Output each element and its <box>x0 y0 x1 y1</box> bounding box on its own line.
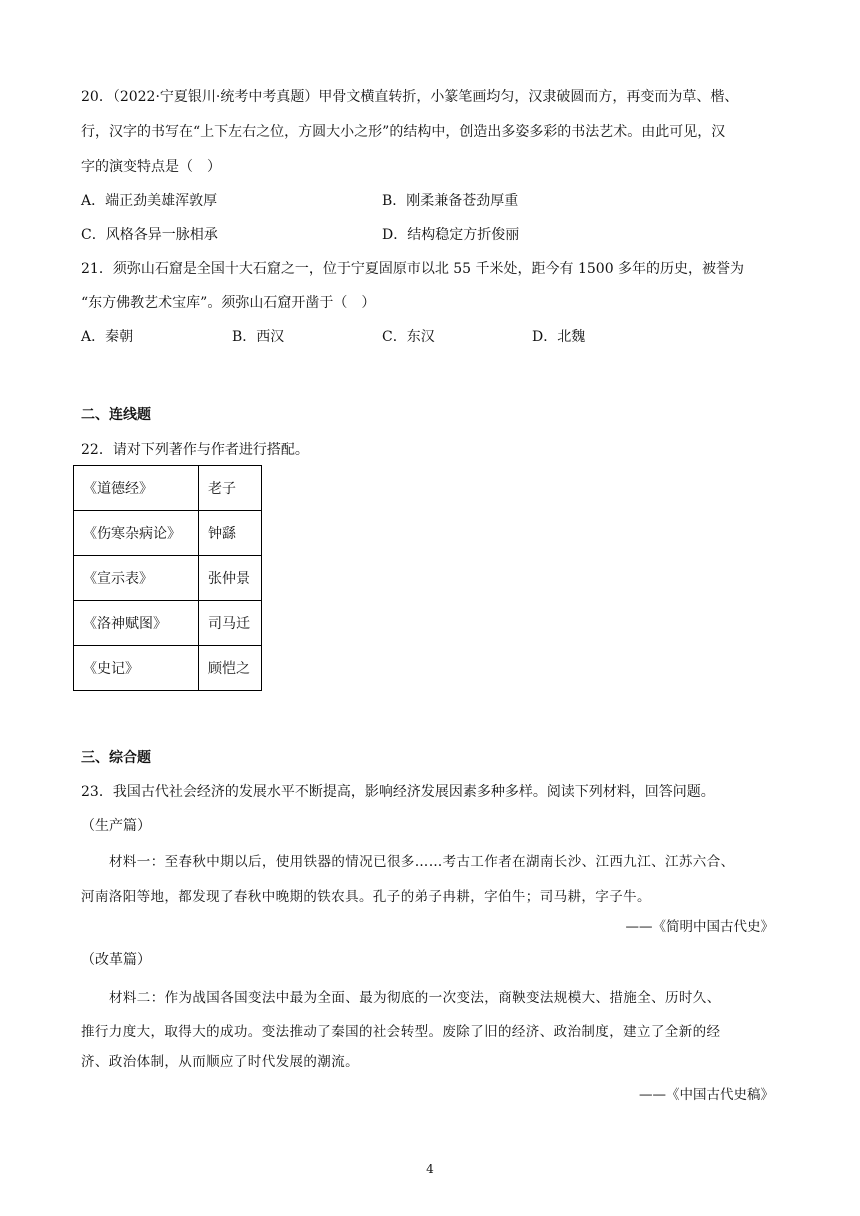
q20-option-c: C．风格各异一脉相承 <box>81 227 218 243</box>
q21-stem-line-2: “东方佛教艺术宝库”。须弥山石窟开凿于（ ） <box>81 295 376 311</box>
material-1-source: ——《简明中国古代史》 <box>625 919 774 935</box>
q23-stem: 23．我国古代社会经济的发展水平不断提高，影响经济发展因素多种多样。阅读下列材料，回答问题。 <box>81 784 715 800</box>
work-cell: 《伤寒杂病论》 <box>74 511 199 556</box>
work-cell: 《宣示表》 <box>74 556 199 601</box>
matching-table <box>73 465 262 691</box>
q21-option-b: B．西汉 <box>232 329 285 345</box>
q20-option-d: D．结构稳定方折俊丽 <box>382 227 520 243</box>
material-2-line-2: 推行力度大，取得大的成功。变法推动了秦国的社会转型。废除了旧的经济、政治制度，建立了全新的经 <box>81 1024 721 1040</box>
material-2-line-1: 材料二：作为战国各国变法中最为全面、最为彻底的一次变法，商鞅变法规模大、措施全、历时久、 <box>109 990 721 1006</box>
table-row <box>74 511 262 556</box>
table-row <box>74 646 262 691</box>
work-cell: 《洛神赋图》 <box>74 601 199 646</box>
material-1-line-1: 材料一：至春秋中期以后，使用铁器的情况已很多……考古工作者在湖南长沙、江西九江、江苏六合、 <box>109 854 735 870</box>
table-row <box>74 601 262 646</box>
q20-option-a: A．端正劲美雄浑敦厚 <box>81 193 218 209</box>
q20-stem-line-3: 字的演变特点是（ ） <box>81 159 221 175</box>
section-heading-matching: 二、连线题 <box>81 407 151 423</box>
q21-stem-line-1: 21．须弥山石窟是全国十大石窟之一，位于宁夏固原市以北 55 千米处，距今有 1500 多年的历史，被誉为 <box>81 261 745 277</box>
material-1-line-2: 河南洛阳等地，都发现了春秋中晚期的铁农具。孔子的弟子冉耕，字伯牛；司马耕，字子牛。 <box>81 889 651 905</box>
q21-option-c: C．东汉 <box>382 329 435 345</box>
material-2-source: ——《中国古代史稿》 <box>639 1087 774 1103</box>
work-cell: 《史记》 <box>74 646 199 691</box>
material-2-line-3: 济、政治体制，从而顺应了时代发展的潮流。 <box>81 1054 359 1070</box>
q21-option-a: A．秦朝 <box>81 329 134 345</box>
author-cell: 司马迁 <box>199 601 262 646</box>
author-cell: 张仲景 <box>199 556 262 601</box>
part-label-reform: （改革篇） <box>81 952 151 968</box>
q21-option-d: D．北魏 <box>532 329 586 345</box>
q20-stem-line-2: 行，汉字的书写在“上下左右之位，方圆大小之形”的结构中，创造出多姿多彩的书法艺术。由此可见，汉 <box>81 124 726 140</box>
q20-stem-line-1: 20．（2022·宁夏银川·统考中考真题）甲骨文横直转折，小篆笔画均匀，汉隶破圆而方，再变而为草、楷、 <box>81 89 739 105</box>
q20-option-b: B．刚柔兼备苍劲厚重 <box>382 193 519 209</box>
work-cell: 《道德经》 <box>74 466 199 511</box>
table-row <box>74 466 262 511</box>
author-cell: 钟繇 <box>199 511 262 556</box>
author-cell: 老子 <box>199 466 262 511</box>
page-number: 4 <box>426 1162 434 1176</box>
q22-stem: 22．请对下列著作与作者进行搭配。 <box>81 442 309 458</box>
author-cell: 顾恺之 <box>199 646 262 691</box>
part-label-production: （生产篇） <box>81 818 151 834</box>
table-row <box>74 556 262 601</box>
section-heading-comprehensive: 三、综合题 <box>81 750 151 766</box>
